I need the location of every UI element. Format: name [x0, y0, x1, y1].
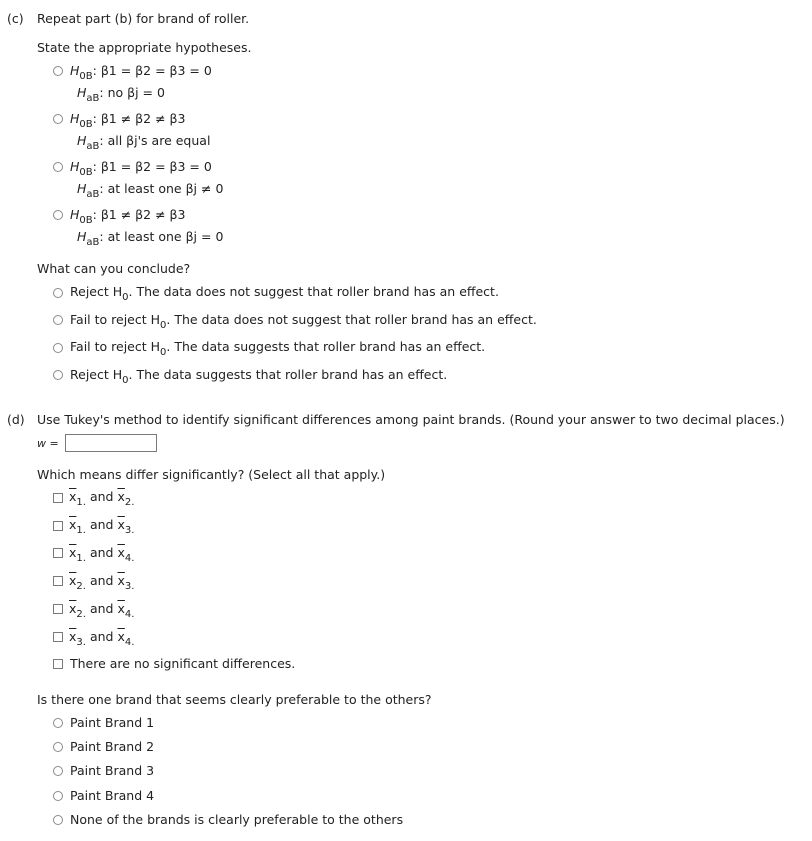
mean-pair-4-label: $\overline{x}_{2.}$ and $\overline{x}_{3.}$ — [69, 573, 135, 592]
brand-option-3-radio[interactable] — [53, 766, 63, 776]
hyp-option-3-radio[interactable] — [53, 162, 63, 172]
mean-pair-3-checkbox[interactable] — [53, 548, 63, 558]
conclude-option-4-label: Reject $H_0$. The data suggests that roller brand has an effect. — [70, 367, 448, 386]
hyp-option-4-h0: $H_{0B}$: β1 ≠ β2 ≠ β3 — [70, 207, 186, 226]
hyp-option-4-radio[interactable] — [53, 210, 63, 220]
conclude-option-1-label: Reject $H_0$. The data does not suggest that roller brand has an effect. — [70, 284, 499, 303]
mean-pair-4-checkbox[interactable] — [53, 576, 63, 586]
conclude-option-3-radio[interactable] — [53, 343, 63, 353]
conclude-option-2-radio[interactable] — [53, 315, 63, 325]
conclude-prompt: What can you conclude? — [37, 261, 191, 276]
w-input[interactable] — [65, 434, 157, 452]
hyp-option-2-ha: $H_{aB}$: all βj's are equal — [77, 133, 211, 152]
hyp-option-2-h0: $H_{0B}$: β1 ≠ β2 ≠ β3 — [70, 111, 186, 130]
means-prompt: Which means differ significantly? (Select all that apply.) — [37, 467, 386, 482]
hyp-option-3-ha: $H_{aB}$: at least one βj ≠ 0 — [77, 181, 224, 200]
conclude-option-4-radio[interactable] — [53, 370, 63, 380]
hyp-option-3-h0: $H_{0B}$: β1 = β2 = β3 = 0 — [70, 159, 212, 178]
hypotheses-prompt: State the appropriate hypotheses. — [37, 40, 252, 55]
conclude-option-3-label: Fail to reject $H_0$. The data suggests that roller brand has an effect. — [70, 339, 486, 358]
part-d-label: (d) — [7, 412, 25, 427]
mean-pair-5-label: $\overline{x}_{2.}$ and $\overline{x}_{4.}$ — [69, 601, 135, 620]
brand-option-1-label: Paint Brand 1 — [70, 715, 155, 730]
no-differences-checkbox[interactable] — [53, 659, 63, 669]
brand-option-3-label: Paint Brand 3 — [70, 763, 155, 778]
conclude-option-1-radio[interactable] — [53, 288, 63, 298]
brand-option-2-label: Paint Brand 2 — [70, 739, 155, 754]
hyp-option-2-radio[interactable] — [53, 114, 63, 124]
hyp-option-4-ha: $H_{aB}$: at least one βj = 0 — [77, 229, 224, 248]
hyp-option-1-radio[interactable] — [53, 66, 63, 76]
no-differences-label: There are no significant differences. — [70, 656, 296, 671]
hyp-option-1-h0: $H_{0B}$: β1 = β2 = β3 = 0 — [70, 63, 212, 82]
brand-prompt: Is there one brand that seems clearly preferable to the others? — [37, 692, 432, 707]
conclude-option-2-label: Fail to reject $H_0$. The data does not suggest that roller brand has an effect. — [70, 312, 537, 331]
brand-option-1-radio[interactable] — [53, 718, 63, 728]
brand-option-2-radio[interactable] — [53, 742, 63, 752]
mean-pair-2-label: $\overline{x}_{1.}$ and $\overline{x}_{3.}$ — [69, 517, 135, 536]
mean-pair-5-checkbox[interactable] — [53, 604, 63, 614]
mean-pair-6-label: $\overline{x}_{3.}$ and $\overline{x}_{4.}$ — [69, 629, 135, 648]
brand-option-4-radio[interactable] — [53, 791, 63, 801]
brand-option-5-label: None of the brands is clearly preferable to the others — [70, 812, 404, 827]
mean-pair-2-checkbox[interactable] — [53, 521, 63, 531]
part-d-instruction: Use Tukey's method to identify significant differences among paint brands. (Round your answer to two decimal places.) — [37, 412, 785, 427]
brand-option-5-radio[interactable] — [53, 815, 63, 825]
hyp-option-1-ha: $H_{aB}$: no βj = 0 — [77, 85, 165, 104]
mean-pair-1-checkbox[interactable] — [53, 493, 63, 503]
part-c-label: (c) — [7, 11, 24, 26]
mean-pair-6-checkbox[interactable] — [53, 632, 63, 642]
mean-pair-3-label: $\overline{x}_{1.}$ and $\overline{x}_{4.}$ — [69, 545, 135, 564]
part-c-instruction: Repeat part (b) for brand of roller. — [37, 11, 250, 26]
mean-pair-1-label: $\overline{x}_{1.}$ and $\overline{x}_{2.}$ — [69, 489, 135, 508]
brand-option-4-label: Paint Brand 4 — [70, 788, 155, 803]
w-label: w = — [37, 437, 59, 450]
